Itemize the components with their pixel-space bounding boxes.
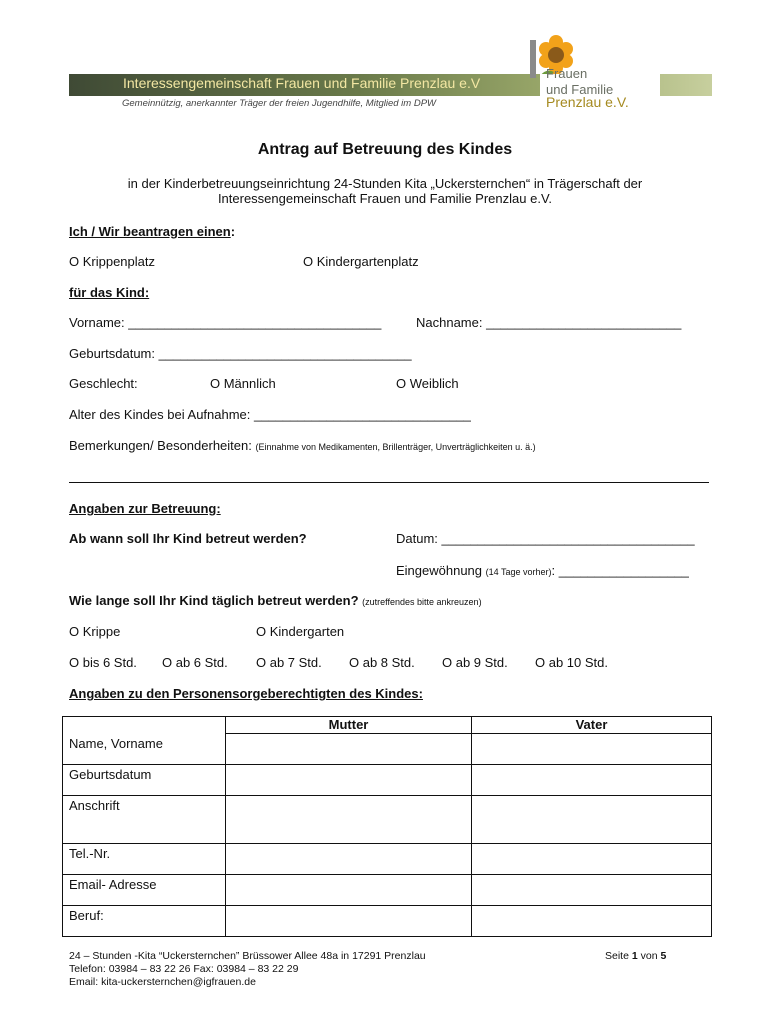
guardians-heading: Angaben zu den Personensorgeberechtigten des Kindes: xyxy=(69,686,423,701)
intro-line-1: in der Kinderbetreuungseinrichtung 24-Stunden Kita „Uckersternchen“ in Trägerschaft der xyxy=(127,176,643,191)
cell-mutter-email[interactable] xyxy=(226,874,472,905)
daily-question-hint: (zutreffendes bitte ankreuzen) xyxy=(362,597,482,607)
page-current: 1 xyxy=(631,950,638,962)
eingewoehnung-line: : __________________ xyxy=(551,563,689,578)
option-ab-10-std[interactable]: O ab 10 Std. xyxy=(535,655,608,670)
alter-field[interactable]: Alter des Kindes bei Aufnahme: ______________________________ xyxy=(69,407,471,422)
page-number xyxy=(605,950,666,962)
cell-vater-beruf[interactable] xyxy=(472,905,712,936)
table-row xyxy=(63,874,712,905)
option-kindergartenplatz[interactable]: O Kindergartenplatz xyxy=(303,254,419,269)
option-ab-9-std[interactable]: O ab 9 Std. xyxy=(442,655,508,670)
vorname-field[interactable]: Vorname: ___________________________________ xyxy=(69,315,382,330)
option-bis-6-std[interactable]: O bis 6 Std. xyxy=(69,655,137,670)
start-question: Ab wann soll Ihr Kind betreut werden? xyxy=(69,531,307,546)
cell-vater-email[interactable] xyxy=(472,874,712,905)
cell-vater-telefon[interactable] xyxy=(472,843,712,874)
eingewoehnung-hint: (14 Tage vorher) xyxy=(485,567,552,577)
geburtsdatum-field[interactable]: Geburtsdatum: ___________________________________ xyxy=(69,346,412,361)
row-label-name: Name, Vorname xyxy=(63,734,226,765)
cell-vater-geburtsdatum[interactable] xyxy=(472,764,712,795)
cell-mutter-telefon[interactable] xyxy=(226,843,472,874)
cell-vater-anschrift[interactable] xyxy=(472,795,712,843)
option-ab-7-std[interactable]: O ab 7 Std. xyxy=(256,655,322,670)
logo-line-1: Frauen xyxy=(546,66,588,81)
cell-mutter-geburtsdatum[interactable] xyxy=(226,764,472,795)
bemerkungen-text: Bemerkungen/ Besonderheiten: xyxy=(69,438,252,453)
geschlecht-label: Geschlecht: xyxy=(69,376,138,391)
table-row xyxy=(63,795,712,843)
col-mutter: Mutter xyxy=(226,717,472,734)
nachname-field[interactable]: Nachname: ___________________________ xyxy=(416,315,682,330)
logo xyxy=(540,66,660,112)
option-maennlich[interactable]: O Männlich xyxy=(210,376,276,391)
option-ab-8-std[interactable]: O ab 8 Std. xyxy=(349,655,415,670)
child-heading: für das Kind: xyxy=(69,285,150,300)
footer-phone: Telefon: 03984 – 83 22 26 Fax: 03984 – 83 22 29 xyxy=(69,963,299,975)
row-label-beruf: Beruf: xyxy=(63,905,226,936)
footer-email: Email: kita-uckersternchen@igfrauen.de xyxy=(69,976,256,988)
table-header-row xyxy=(63,717,712,734)
daily-question xyxy=(69,593,482,608)
row-label-email: Email- Adresse xyxy=(63,874,226,905)
footer xyxy=(69,950,426,989)
logo-line-3: Prenzlau e.V. xyxy=(546,94,629,110)
option-weiblich[interactable]: O Weiblich xyxy=(396,376,459,391)
option-kindergarten[interactable]: O Kindergarten xyxy=(256,624,345,639)
row-label-telefon: Tel.-Nr. xyxy=(63,843,226,874)
table-row xyxy=(63,764,712,795)
eingewoehnung-field[interactable] xyxy=(396,563,689,578)
guardians-table xyxy=(62,716,712,937)
cell-vater-name[interactable] xyxy=(472,734,712,765)
cell-mutter-anschrift[interactable] xyxy=(226,795,472,843)
footer-address: 24 – Stunden -Kita “Uckersternchen” Brüssower Allee 48a in 17291 Prenzlau xyxy=(69,950,426,962)
intro-line-2: Interessengemeinschaft Frauen und Familie Prenzlau e.V. xyxy=(217,191,553,206)
page-total: 5 xyxy=(660,950,667,962)
eingewoehnung-label: Eingewöhnung xyxy=(396,563,483,578)
daily-question-text: Wie lange soll Ihr Kind täglich betreut werden? xyxy=(69,593,359,608)
banner-text: Interessengemeinschaft Frauen und Familie Prenzlau e.V xyxy=(123,75,481,91)
bemerkungen-hint: (Einnahme von Medikamenten, Brillenträger, Unverträglichkeiten u. ä.) xyxy=(255,442,536,452)
page-mid: von xyxy=(640,950,658,962)
request-heading-text: Ich / Wir beantragen einen xyxy=(69,224,231,239)
option-krippe[interactable]: O Krippe xyxy=(69,624,121,639)
table-row xyxy=(63,734,712,765)
request-heading xyxy=(69,224,235,239)
row-label-anschrift: Anschrift xyxy=(63,795,226,843)
option-krippenplatz[interactable]: O Krippenplatz xyxy=(69,254,155,269)
table-corner xyxy=(63,717,226,734)
option-ab-6-std[interactable]: O ab 6 Std. xyxy=(162,655,228,670)
header-subtitle: Gemeinnützig, anerkannter Träger der freien Jugendhilfe, Mitglied im DPW xyxy=(122,98,436,109)
page-title: Antrag auf Betreuung des Kindes xyxy=(257,141,513,158)
request-heading-colon: : xyxy=(230,224,236,239)
cell-mutter-name[interactable] xyxy=(226,734,472,765)
datum-field[interactable]: Datum: ___________________________________ xyxy=(396,531,695,546)
cell-mutter-beruf[interactable] xyxy=(226,905,472,936)
care-heading: Angaben zur Betreuung: xyxy=(69,501,221,516)
bemerkungen-label xyxy=(69,438,536,453)
table-row xyxy=(63,905,712,936)
table-row xyxy=(63,843,712,874)
col-vater: Vater xyxy=(472,717,712,734)
page-prefix: Seite xyxy=(605,950,629,962)
row-label-geburtsdatum: Geburtsdatum xyxy=(63,764,226,795)
bemerkungen-line[interactable] xyxy=(69,482,709,483)
logo-line-2: und Familie xyxy=(546,82,614,97)
